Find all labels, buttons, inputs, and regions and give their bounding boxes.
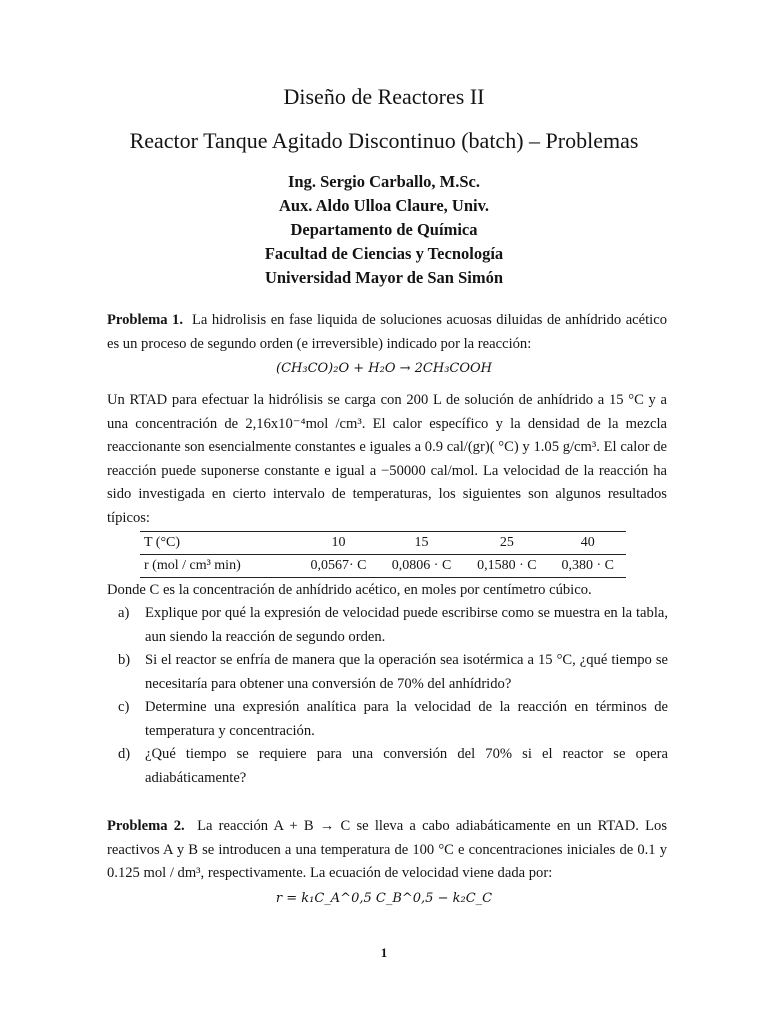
problem-2-label: Problema 2. — [107, 818, 185, 834]
faculty-line: Facultad de Ciencias y Tecnología — [264, 244, 504, 263]
list-marker: d) — [118, 746, 131, 762]
author-block — [0, 170, 768, 290]
problem-2-text — [107, 815, 667, 886]
page-title: Diseño de Reactores II — [283, 84, 485, 109]
problem-1-intro-text: La hidrolisis en fase liquida de soluciones acuosas diluidas de anhídrido acético es un proceso de segundo orden (e irreversible) indicado por la reacción: — [107, 312, 668, 352]
list-item — [118, 649, 668, 696]
table-cell: r (mol / cm³ min) — [140, 555, 298, 578]
page-subtitle: Reactor Tanque Agitado Discontinuo (batch) – Problemas — [129, 128, 639, 153]
question-list — [118, 602, 668, 790]
list-marker: b) — [118, 652, 131, 668]
problem-1-intro — [107, 309, 667, 356]
rate-table-header — [140, 532, 626, 555]
list-item-text: Si el reactor se enfría de manera que la operación sea isotérmica a 15 °C, ¿qué tiempo se necesitaría para obtener una conversión de 70% del anhídrido? — [145, 652, 668, 692]
table-cell: 0,380 · C — [550, 555, 626, 578]
list-item — [118, 696, 668, 743]
reaction-equation: (CH₃CO)₂O + H₂O → 2CH₃COOH — [276, 361, 492, 376]
list-item — [118, 602, 668, 649]
table-cell: 25 — [464, 532, 549, 555]
table-cell: 40 — [550, 532, 626, 555]
list-item — [118, 743, 668, 790]
list-marker: a) — [118, 605, 130, 621]
rate-equation: r = k₁C_A^0,5 C_B^0,5 − k₂C_C — [275, 891, 493, 906]
table-cell: 10 — [298, 532, 379, 555]
after-table-text: Donde C es la concentración de anhídrido acético, en moles por centímetro cúbico. — [107, 582, 592, 598]
table-cell: 15 — [379, 532, 464, 555]
table-cell: 0,1580 · C — [464, 555, 549, 578]
table-cell: 0,0567· C — [298, 555, 379, 578]
list-item-text: Explique por qué la expresión de velocidad puede escribirse como se muestra en la tabla, aun siendo la reacción de segundo orden. — [145, 605, 668, 645]
author-line: Ing. Sergio Carballo, M.Sc. — [287, 172, 481, 191]
list-item-text: ¿Qué tiempo se requiere para una conversión del 70% si el reactor se opera adiabáticamente? — [145, 746, 668, 786]
table-cell: 0,0806 · C — [379, 555, 464, 578]
problem-2-body: La reacción A + B → C se lleva a cabo adiabáticamente en un RTAD. Los reactivos A y B se introducen a una temperatura de 100 °C e concentraciones iniciales de 0.1 y 0.125 mol / dm³, respectivamente. La ecuación de velocidad viene dada por: — [107, 818, 667, 881]
department-line: Departamento de Química — [290, 220, 478, 239]
author-line: Aux. Aldo Ulloa Claure, Univ. — [278, 196, 490, 215]
problem-1-label: Problema 1. — [107, 312, 183, 328]
page-number: 1 — [380, 945, 388, 960]
university-line: Universidad Mayor de San Simón — [264, 268, 504, 287]
list-marker: c) — [118, 699, 130, 715]
table-cell: T (°C) — [140, 532, 298, 555]
rate-table-row — [140, 555, 626, 578]
rate-table — [140, 531, 626, 578]
list-item-text: Determine una expresión analítica para la velocidad de la reacción en términos de temperatura y concentración. — [145, 699, 668, 739]
problem-1-paragraph: Un RTAD para efectuar la hidrólisis se carga con 200 L de solución de anhídrido a 15 °C y a una concentración de 2,16x10⁻⁴mol /cm³. El calor específico y la densidad de la mezcla reaccionante son esencialmente constantes e iguales a 0.9 cal/(gr)( °C) y 1.05 g/cm³. El calor de reacción puede suponerse constante e igual a −50000 cal/mol. La velocidad de la reacción ha sido investigada en cierto intervalo de temperaturas, los siguientes son algunos resultados típicos: — [107, 392, 667, 526]
